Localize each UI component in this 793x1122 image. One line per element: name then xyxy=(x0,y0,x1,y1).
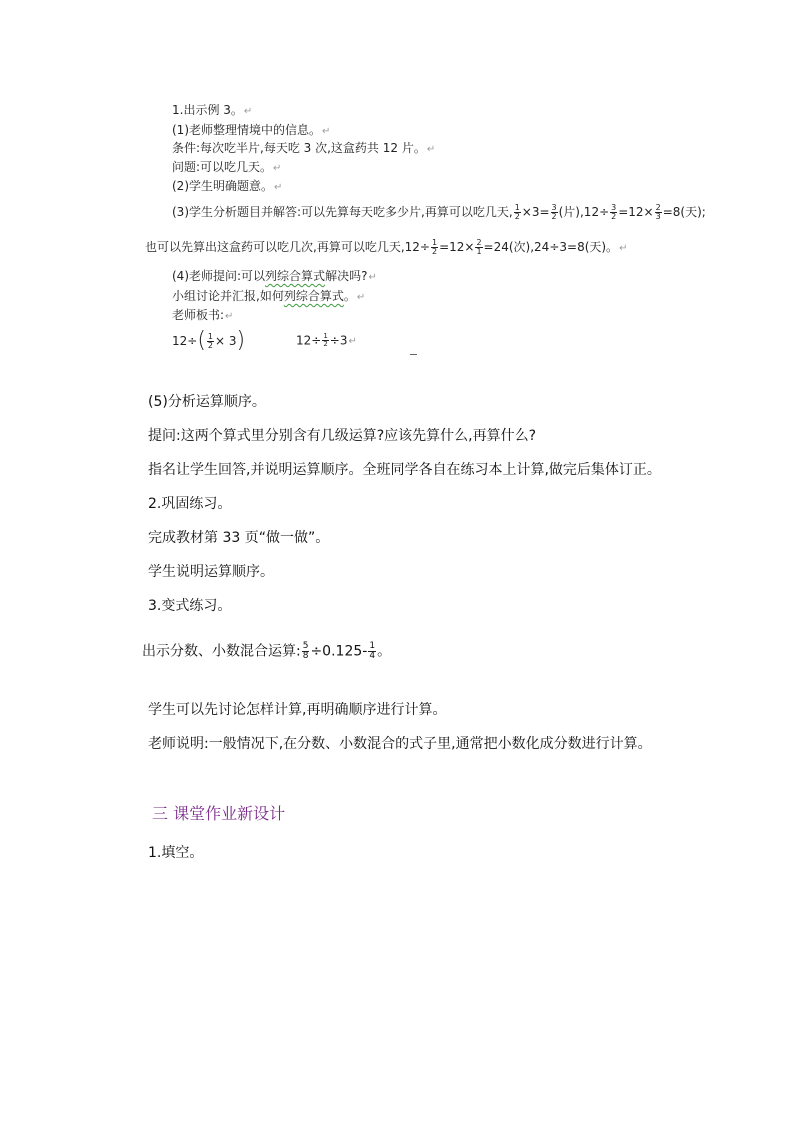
step-3-text: (3)学生分析题目并解答:可以先算每天吃多少片,再算可以吃几天, xyxy=(172,205,513,219)
group-discussion-underlined: 列综合算式 xyxy=(283,289,344,303)
textbook-task: 完成教材第 33 页“做一做”。 xyxy=(148,530,330,546)
analysis-order: (5)分析运算顺序。 xyxy=(148,394,266,410)
scan-artifact-line xyxy=(410,354,417,355)
student-answer: 指名让学生回答,并说明运算顺序。全班同学各自在练习本上计算,做完后集体订正。 xyxy=(148,462,661,478)
fraction: $\frac{2}{1}$ xyxy=(476,238,482,256)
question-text: 问题:可以吃几天。 xyxy=(172,160,273,174)
formula-2-start: 12÷ xyxy=(296,333,322,348)
fraction: $\frac{1}{4}$ xyxy=(369,641,376,661)
fraction: $\frac{3}{2}$ xyxy=(551,203,557,221)
formula-2-end: ÷3 xyxy=(329,333,348,348)
section-heading: 三 课堂作业新设计 xyxy=(152,804,286,823)
step-3-math: =8(天); xyxy=(662,205,706,219)
teacher-question: 提问:这两个算式里分别含有几级运算?应该先算什么,再算什么? xyxy=(148,428,537,444)
formula-1-start: 12÷ xyxy=(172,334,198,348)
step-2-text: (2)学生明确题意。 xyxy=(172,179,273,193)
student-explain: 学生说明运算顺序。 xyxy=(148,564,274,580)
step-3-alt-math: =24(次),24÷3=8(天)。 xyxy=(483,240,619,254)
return-mark-icon: ↵ xyxy=(225,311,234,322)
step-3-math: (片),12÷ xyxy=(558,205,610,219)
return-mark-icon: ↵ xyxy=(356,292,366,303)
group-discussion-text-end: 。 xyxy=(343,289,356,303)
condition-line xyxy=(172,142,435,155)
paren-open: ( xyxy=(197,328,206,353)
return-mark-icon: ↵ xyxy=(368,272,377,283)
formula-2 xyxy=(296,333,357,348)
variation-title: 3.变式练习。 xyxy=(148,598,232,614)
step-3 xyxy=(172,204,706,221)
step-3-alt xyxy=(145,239,627,256)
step-4 xyxy=(172,270,377,283)
fraction: $\frac{2}{3}$ xyxy=(655,203,661,221)
mixed-operation xyxy=(142,642,391,661)
fraction: $\frac{1}{2}$ xyxy=(207,331,214,350)
fraction: $\frac{3}{2}$ xyxy=(611,203,617,221)
step-3-alt-math: =12× xyxy=(439,240,475,254)
mixed-operation-end: 。 xyxy=(377,643,392,660)
board-label xyxy=(172,309,233,322)
fraction: $\frac{1}{2}$ xyxy=(323,332,328,348)
condition-text: 条件:每次吃半片,每天吃 3 次,这盒药共 12 片。 xyxy=(172,141,426,155)
paren-close: ) xyxy=(236,328,246,353)
return-mark-icon: ↵ xyxy=(273,163,282,174)
formula-1-end: × 3 xyxy=(215,334,237,348)
return-mark-icon: ↵ xyxy=(274,182,283,193)
step-3-alt-text: 也可以先算出这盒药可以吃几次,再算可以吃几天,12÷ xyxy=(145,240,430,254)
student-discuss: 学生可以先讨论怎样计算,再明确顺序进行计算。 xyxy=(148,702,447,718)
return-mark-icon: ↵ xyxy=(619,243,628,254)
step-1 xyxy=(172,124,330,137)
fraction: $\frac{1}{2}$ xyxy=(431,238,438,256)
group-discussion-text: 小组讨论并汇报,如何 xyxy=(172,289,284,303)
fraction: $\frac{1}{2}$ xyxy=(514,203,520,221)
example-title xyxy=(172,104,252,117)
fraction: $\frac{5}{8}$ xyxy=(302,641,309,661)
step-1-text: (1)老师整理情境中的信息。 xyxy=(172,123,321,137)
teacher-explain: 老师说明:一般情况下,在分数、小数混合的式子里,通常把小数化成分数进行计算。 xyxy=(148,736,652,752)
step-3-math: ×3= xyxy=(521,205,550,219)
mixed-operation-text: 出示分数、小数混合运算: xyxy=(142,643,301,660)
mixed-operation-math: ÷0.125- xyxy=(310,643,368,660)
group-discussion xyxy=(172,290,365,303)
question-line xyxy=(172,161,281,174)
example-title-text: 1.出示例 3。 xyxy=(172,103,243,117)
return-mark-icon: ↵ xyxy=(348,336,357,347)
step-3-math: =12× xyxy=(618,205,654,219)
return-mark-icon: ↵ xyxy=(322,126,331,137)
practice-title: 2.巩固练习。 xyxy=(148,496,232,512)
board-label-text: 老师板书: xyxy=(172,308,225,322)
fill-blank-title: 1.填空。 xyxy=(148,845,204,861)
return-mark-icon: ↵ xyxy=(426,144,436,155)
step-4-text-end: 解决吗? xyxy=(325,269,368,283)
return-mark-icon: ↵ xyxy=(243,106,253,117)
step-4-underlined: 列综合算式 xyxy=(265,269,326,283)
step-2 xyxy=(172,180,282,193)
formula-1 xyxy=(172,330,245,352)
step-4-text: (4)老师提问:可以 xyxy=(172,269,266,283)
